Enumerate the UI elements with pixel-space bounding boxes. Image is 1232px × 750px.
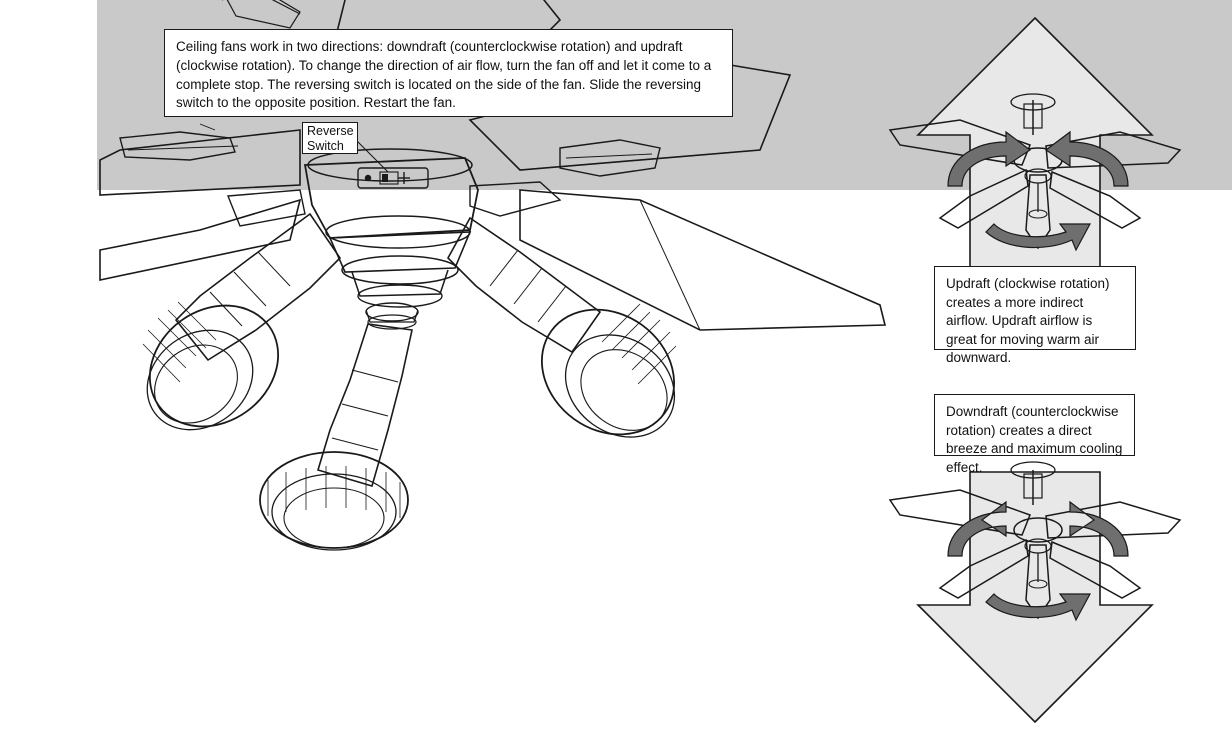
reverse-switch-label [302, 122, 358, 154]
updraft-fan-diagram [890, 18, 1180, 268]
reverse-switch-label-line1: Reverse [307, 124, 354, 138]
callout-updraft: Updraft (clockwise rotation) creates a more indirect airflow. Updraft airflow is great for moving warm air downward. [934, 266, 1136, 350]
callout-main-instructions: Ceiling fans work in two directions: downdraft (counterclockwise rotation) and updraft (clockwise rotation). To change the direction of air flow, turn the fan off and let it come to a complete stop. The reversing switch is located on the side of the fan. Slide the reversing switch to the opposite position. Restart the fan. [164, 29, 733, 117]
reverse-switch-label-line2: Switch [307, 139, 344, 153]
callout-downdraft: Downdraft (counterclockwise rotation) creates a direct breeze and maximum cooling effect. [934, 394, 1135, 456]
downdraft-fan-diagram [890, 462, 1180, 722]
